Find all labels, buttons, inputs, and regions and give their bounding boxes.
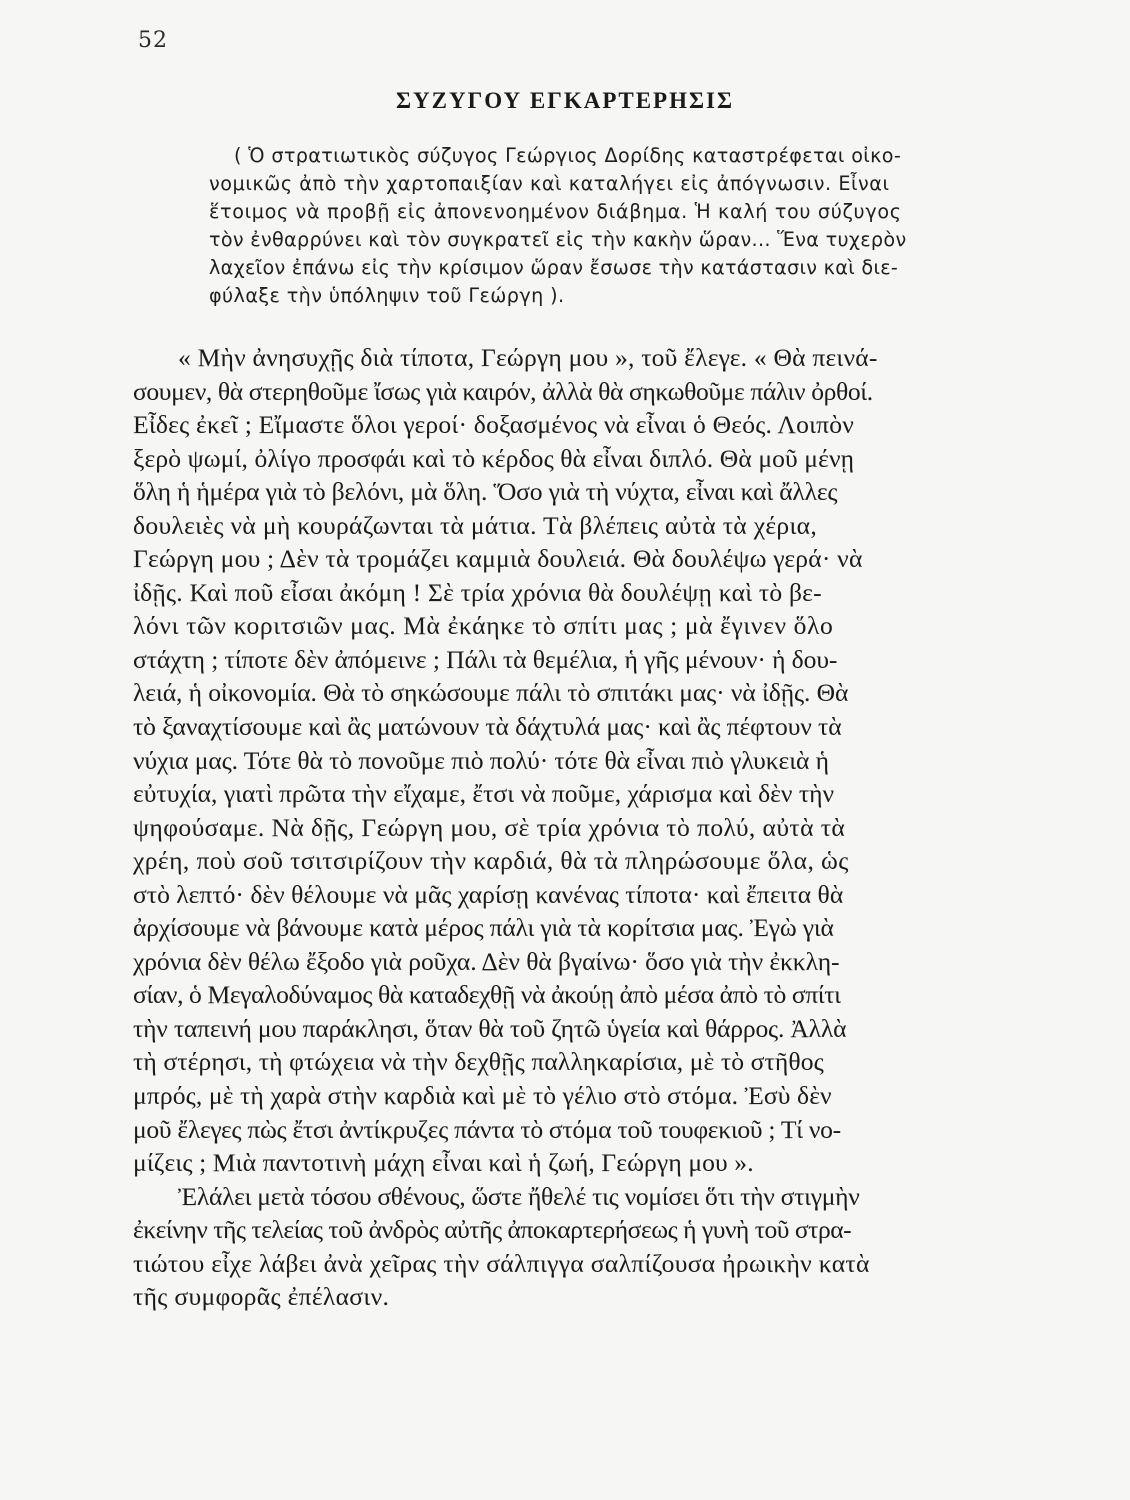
text-line: ἰδῇς. Καὶ ποῦ εἶσαι ἀκόμη ! Σὲ τρία χρόνια θὰ δουλέψῃ καὶ τὸ βε- xyxy=(133,577,822,607)
text-line: Εἶδες ἐκεῖ ; Εἴμαστε ὅλοι γεροί· δοξασμένος νὰ εἶναι ὁ Θεός. Λοιπὸν xyxy=(133,410,855,440)
text-line: χρόνια δὲν θέλω ἔξοδο γιὰ ροῦχα. Δὲν θὰ βγαίνω· ὅσο γιὰ τὴν ἐκκλη- xyxy=(133,946,840,976)
intro-line: ( Ὁ στρατιωτικὸς σύζυγος Γεώργιος Δορίδης καταστρέφεται οἰκο- xyxy=(234,144,902,167)
text-line: στὸ λεπτό· δὲν θέλουμε νὰ μᾶς χαρίσῃ κανένας τίποτα· καὶ ἔπειτα θὰ xyxy=(133,879,844,909)
intro-line: νομικῶς ἀπὸ τὴν χαρτοπαιξίαν καὶ καταλήγει εἰς ἀπόγνωσιν. Εἶναι xyxy=(209,172,890,195)
text-line: μίζεις ; Μιὰ παντοτινὴ μάχη εἶναι καὶ ἡ ζωή, Γεώργη μου ». xyxy=(133,1148,754,1178)
text-line: ξερὸ ψωμί, ὀλίγο προσφάι καὶ τὸ κέρδος θὰ εἶναι διπλό. Θὰ μοῦ μένῃ xyxy=(133,443,855,473)
intro-line: ἕτοιμος νὰ προβῇ εἰς ἀπονενοημένον διάβημα. Ἡ καλή του σύζυγος xyxy=(209,200,902,223)
text-line: ὅλη ἡ ἡμέρα γιὰ τὸ βελόνι, μὰ ὅλη. Ὅσο γιὰ τὴ νύχτα, εἶναι καὶ ἄλλες xyxy=(133,477,838,507)
text-line: Ἐλάλει μετὰ τόσου σθένους, ὥστε ἤθελέ τις νομίσει ὅτι τὴν στιγμὴν xyxy=(178,1181,860,1211)
text-line: τιώτου εἶχε λάβει ἀνὰ χεῖρας τὴν σάλπιγγα σαλπίζουσα ἠρωικὴν κατὰ xyxy=(133,1248,870,1278)
text-line: στάχτη ; τίποτε δὲν ἀπόμεινε ; Πάλι τὰ θεμέλια, ἡ γῆς μένουν· ἡ δου- xyxy=(133,644,838,674)
text-line: εὐτυχία, γιατὶ πρῶτα τὴν εἴχαμε, ἔτσι νὰ ποῦμε, χάρισμα καὶ δὲν τὴν xyxy=(133,779,835,809)
text-line: τὴν ταπεινή μου παράκλησι, ὅταν θὰ τοῦ ζητῶ ὑγεία καὶ θάρρος. Ἀλλὰ xyxy=(133,1013,847,1043)
text-line: μπρός, μὲ τὴ χαρὰ στὴν καρδιὰ καὶ μὲ τὸ γέλιο στὸ στόμα. Ἐσὺ δὲν xyxy=(133,1081,832,1111)
intro-line: τὸν ἐνθαρρύνει καὶ τὸν συγκρατεῖ εἰς τὴν κακὴν ὥραν... Ἕνα τυχερὸν xyxy=(209,228,907,251)
text-line: σίαν, ὁ Μεγαλοδύναμος θὰ καταδεχθῇ νὰ ἀκούῃ ἀπὸ μέσα ἀπὸ τὸ σπίτι xyxy=(133,980,841,1010)
intro-summary xyxy=(176,142,964,310)
text-line: χρέη, ποὺ σοῦ τσιτσιρίζουν τὴν καρδιά, θὰ τὰ πληρώσουμε ὅλα, ὡς xyxy=(133,846,849,876)
text-line: δουλειὲς νὰ μὴ κουράζωνται τὰ μάτια. Τὰ βλέπεις αὐτὰ τὰ χέρια, xyxy=(133,510,818,540)
text-line: λόνι τῶν κοριτσιῶν μας. Μὰ ἐκάηκε τὸ σπίτι μας ; μὰ ἔγινεν ὅλο xyxy=(133,611,834,641)
text-line: σουμεν, θὰ στερηθοῦμε ἴσως γιὰ καιρόν, ἀλλὰ θὰ σηκωθοῦμε πάλιν ὀρθοί. xyxy=(133,376,873,406)
text-line: ψηφούσαμε. Νὰ δῇς, Γεώργη μου, σὲ τρία χρόνια τὸ πολύ, αὐτὰ τὰ xyxy=(133,812,846,842)
text-line: μοῦ ἔλεγες πὼς ἔτσι ἀντίκρυζες πάντα τὸ στόμα τοῦ τουφεκιοῦ ; Τί νο- xyxy=(133,1114,841,1144)
page-number: 52 xyxy=(138,28,168,53)
text-line: τὴ στέρησι, τὴ φτώχεια νὰ τὴν δεχθῇς παλληκαρίσια, μὲ τὸ στῆθος xyxy=(133,1047,824,1077)
text-line: Γεώργη μου ; Δὲν τὰ τρομάζει καμμιὰ δουλειά. Θὰ δουλέψω γερά· νὰ xyxy=(133,544,863,574)
intro-line: λαχεῖον ἐπάνω εἰς τὴν κρίσιμον ὥραν ἔσωσε τὴν κατάστασιν καὶ διε- xyxy=(209,256,899,279)
text-line: τὸ ξαναχτίσουμε καὶ ἂς ματώνουν τὰ δάχτυλά μας· καὶ ἂς πέφτουν τὰ xyxy=(133,712,842,742)
text-line: νύχια μας. Τότε θὰ τὸ πονοῦμε πιὸ πολύ· τότε θὰ εἶναι πιὸ γλυκειὰ ἡ xyxy=(133,745,829,775)
text-line: « Μὴν ἀνησυχῇς διὰ τίποτα, Γεώργη μου », τοῦ ἔλεγε. « Θὰ πεινά- xyxy=(178,343,878,372)
text-line: ἐκείνην τῆς τελείας τοῦ ἀνδρὸς αὐτῆς ἀποκαρτερήσεως ἡ γυνὴ τοῦ στρα- xyxy=(133,1215,852,1245)
text-line: τῆς συμφορᾶς ἐπέλασιν. xyxy=(133,1282,390,1312)
intro-line: φύλαξε τὴν ὑπόληψιν τοῦ Γεώργη ). xyxy=(209,284,565,307)
chapter-title: ΣΥΖΥΓΟΥ ΕΓΚΑΡΤΕΡΗΣΙΣ xyxy=(395,88,735,113)
text-line: ἀρχίσουμε νὰ βάνουμε κατὰ μέρος πάλι γιὰ τὰ κορίτσια μας. Ἐγὼ γιὰ xyxy=(133,913,834,943)
text-line: λειά, ἡ οἰκονομία. Θὰ τὸ σηκώσουμε πάλι τὸ σπιτάκι μας· νὰ ἰδῇς. Θὰ xyxy=(133,678,849,708)
main-text xyxy=(133,341,981,1314)
